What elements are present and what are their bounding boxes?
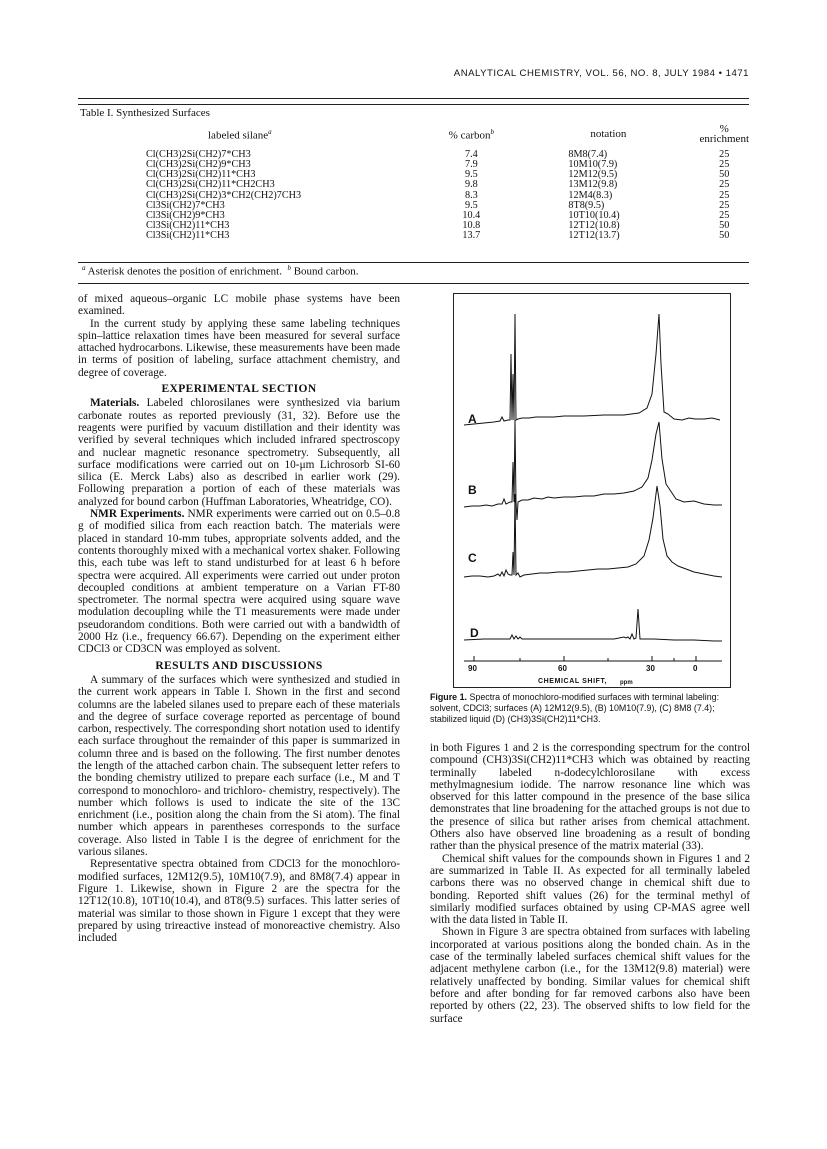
left-column bbox=[78, 293, 400, 944]
tick-label-60: 60 bbox=[558, 664, 567, 673]
table-top-rule bbox=[78, 104, 749, 105]
spectrum-trace-d bbox=[464, 609, 722, 641]
surfaces-table bbox=[78, 122, 749, 241]
paragraph: A summary of the surfaces which were synthesized and studied in the current work appears in Table I. Shown in the first and second columns are the labeled silanes used to prepare each of these materials and the degree of surface coverage reported as percentage of bound carbon, respectively. The corresponding short notation used to identify each surface throughout the remainder of this paper is summarized in column three and is based on the following. The first number denotes the length of the attached carbon chain. The subsequent letter refers to the bonding chemistry utilized to prepare each surface (i.e., M and T correspond to monochloro- and trichloro- chemistry, respectively). The number which follows is used to indicate the site of the 13C enrichment (i.e., position along the chain from the Si atom). The final number which appears in parentheses corresponds to the surface coverage. Also listed in Table I is the degree of enrichment for the various silanes. bbox=[78, 673, 400, 859]
x-axis-title: CHEMICAL SHIFT, bbox=[538, 678, 608, 685]
table-bottom-rule bbox=[78, 262, 749, 263]
paragraph: NMR Experiments. NMR experiments were carried out on 0.5–0.8 g of modified silica from each reaction batch. The materials were placed in standard 10-mm tubes, appropriate solvents added, and the contents thoroughly mixed with a mechanical vortex shaker. Following this, each tube was left to stand undisturbed for at least 6 h before spectra were acquired. All experiments were carried out under proton decoupled conditions at ambient temperature on a Varian FT-80 spectrometer. The normal spectra were acquired using square wave modulation decoupling while the T1 measurements were made under pseudorandom conditions. Both were carried out with a bandwidth of 2000 Hz (i.e., frequency 66.67). Depending on the experiment either CDCl3 or CD3CN was employed as solvent. bbox=[78, 508, 400, 656]
tick-label-0: 0 bbox=[693, 664, 698, 673]
paragraph: of mixed aqueous–organic LC mobile phase systems have been examined. bbox=[78, 293, 400, 318]
table-row: Cl(CH3)2Si(CH2)3*CH2(CH2)7CH3 8.3 12M4(8.3) 25 bbox=[146, 189, 730, 201]
footnote-rule bbox=[78, 283, 749, 284]
col-header-silane: labeled silane$^a$ bbox=[208, 128, 272, 142]
table-title: Table I. Synthesized Surfaces bbox=[80, 107, 210, 119]
paragraph: Shown in Figure 3 are spectra obtained from surfaces with labeling incorporated at various positions along the bonded chain. As in the case of the terminally labeled surfaces chemical shift values for the adjacent methylene carbon (i.e., for the 13M12(9.8) material) were relatively unaffected by bonding. Similar values for chemical shift before and after bonding for far removed carbons also have been reported by others (22, 23). The observed shifts to low field for the surface bbox=[430, 926, 750, 1025]
paragraph: Representative spectra obtained from CDCl3 for the monochloro-modified surfaces, 12M12(9.5), 10M10(7.9), and 8M8(7.4) appear in Figure 1. Likewise, shown in Figure 2 are the spectra for the 12T12(10.8), 10T10(10.4), and 8T8(9.5) surfaces. This latter series of material was similar to those shown in Figure 1 except that they were prepared by using trireactive instead of monoreactive chemistry. Also included bbox=[78, 858, 400, 945]
x-axis-unit: ppm bbox=[620, 680, 633, 686]
figure-1-caption: Figure 1. Spectra of monochloro-modified surfaces with terminal labeling: solvent, CDCl3; surfaces (A) 12M12(9.5), (B) 10M10(7.9), (C) 8M8 (7.4); stabilized liquid (D) (CH3)3Si(CH2)11*CH3. bbox=[430, 692, 720, 724]
col-header-notation: notation bbox=[590, 128, 627, 141]
table-row: Cl(CH3)2Si(CH2)7*CH3 7.4 8M8(7.4) 25 bbox=[146, 149, 730, 161]
table-row: Cl(CH3)2Si(CH2)9*CH3 7.9 10M10(7.9) 25 bbox=[146, 159, 730, 171]
table-row: Cl(CH3)2Si(CH2)11*CH2CH3 9.8 13M12(9.8) 25 bbox=[146, 179, 730, 191]
paragraph: Chemical shift values for the compounds shown in Figures 1 and 2 are summarized in Table II. As expected for all terminally labeled carbons there was no observed change in chemical shift due to bonding. Reported shift values (26) for the terminal methyl of similarly modified surfaces obtained by using CP-MAS agree well with the data listed in Table II. bbox=[430, 852, 750, 927]
paragraph: Materials. Labeled chlorosilanes were synthesized via barium carbonate routes as reported previously (31, 32). Before use the reagents were purified by vacuum distillation and their identity was verified by several techniques which included infrared spectroscopy and nuclear magnetic resonance spectrometry. Subsequently, all surface modifications were carried out on 10-μm Lichrosorb SI-60 silica (E. Merck Labs) also as described in earlier work (29). Following preparation a portion of each of these materials was analyzed for bound carbon (Huffman Laboratories, Wheatridge, CO). bbox=[78, 397, 400, 508]
col-header-enrichment: % enrichment bbox=[699, 123, 749, 146]
right-column bbox=[430, 742, 750, 1025]
trace-label-d: D bbox=[470, 626, 479, 640]
section-heading-results: RESULTS AND DISCUSSIONS bbox=[155, 659, 323, 672]
figure-1 bbox=[453, 293, 731, 688]
section-heading-experimental: EXPERIMENTAL SECTION bbox=[161, 383, 317, 396]
paragraph: In the current study by applying these same labeling techniques spin–lattice relaxation times have been measured for several surface attached hydrocarbons. Likewise, these measurements have been made in terms of position of labeling, surface attachment chemistry, and degree of coverage. bbox=[78, 317, 400, 379]
table-row: Cl3Si(CH2)7*CH3 9.5 8T8(9.5) 25 bbox=[146, 199, 730, 211]
spectrum-trace-a bbox=[464, 314, 720, 425]
table-row: Cl(CH3)2Si(CH2)11*CH3 9.5 12M12(9.5) 50 bbox=[146, 169, 730, 181]
spectrum-trace-c bbox=[464, 486, 722, 577]
running-head: ANALYTICAL CHEMISTRY, VOL. 56, NO. 8, JULY 1984 • 1471 bbox=[453, 68, 749, 79]
paragraph: in both Figures 1 and 2 is the corresponding spectrum for the control compound (CH3)3Si(CH2)11*CH3 which was obtained by reacting terminally labeled n-dodecylchlorosilane with excess methylmagnesium iodide. The narrow resonance line which was observed for this latter compound in the presence of the base silica demonstrates that line broadening for the attached groups is not due to the presence of silica but rather arises from chemical attachment. Others also have observed line broadening as a result of bonding rather than the physical presence of the matrix material (33). bbox=[430, 742, 750, 853]
trace-label-c: C bbox=[468, 551, 477, 565]
table-row: Cl3Si(CH2)9*CH3 10.4 10T10(10.4) 25 bbox=[146, 209, 730, 221]
header-rule bbox=[78, 98, 749, 99]
spectrum-trace-b bbox=[464, 420, 722, 520]
trace-label-a: A bbox=[468, 412, 477, 426]
table-row: Cl3Si(CH2)11*CH3 10.8 12T12(10.8) 50 bbox=[146, 219, 730, 231]
trace-label-b: B bbox=[468, 483, 477, 497]
nmr-spectra-plot bbox=[454, 294, 730, 687]
tick-label-90: 90 bbox=[468, 664, 477, 673]
table-footnote: $^a$ Asterisk denotes the position of enrichment. $^b$ Bound carbon. bbox=[82, 264, 359, 278]
col-header-carbon: % carbon$^b$ bbox=[448, 128, 494, 142]
table-row: Cl3Si(CH2)11*CH3 13.7 12T12(13.7) 50 bbox=[146, 229, 730, 241]
tick-label-30: 30 bbox=[646, 664, 655, 673]
